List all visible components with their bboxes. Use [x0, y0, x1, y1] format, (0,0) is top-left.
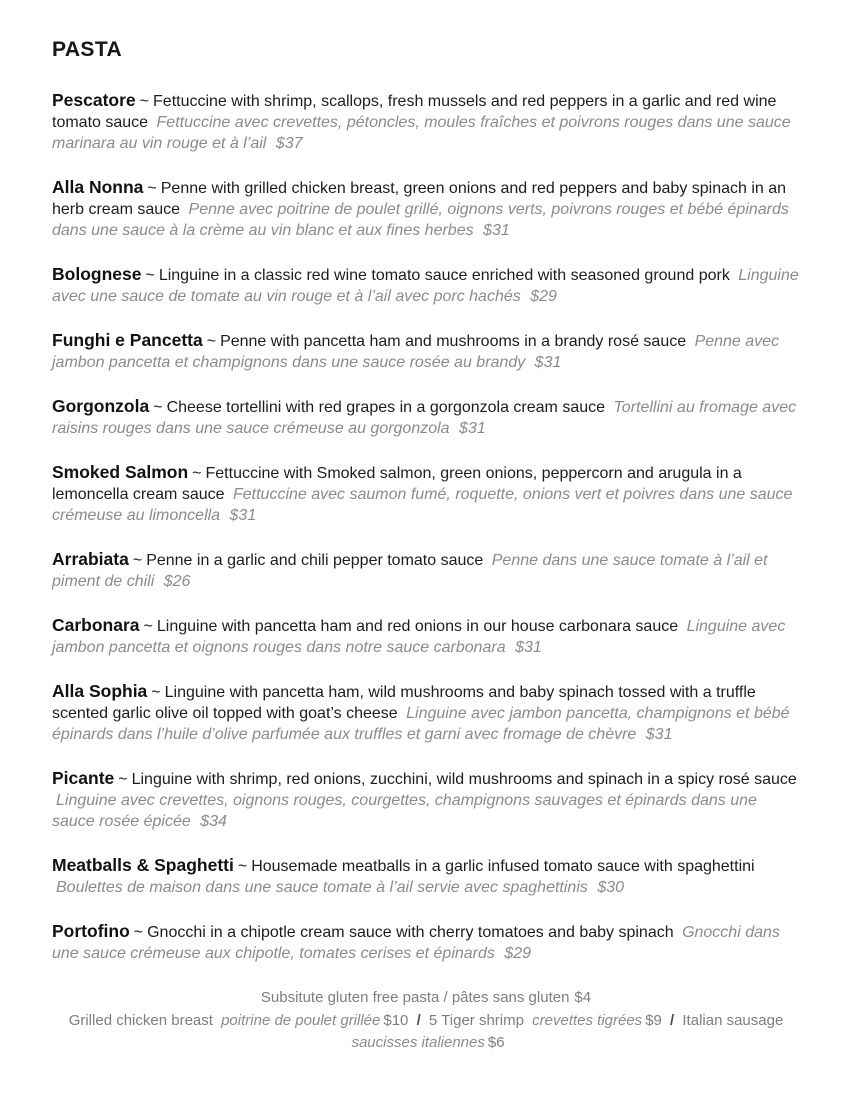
tilde-separator: ~ [147, 180, 157, 197]
dish-name: Carbonara [52, 615, 140, 635]
dish-price: $29 [504, 945, 532, 962]
addon-price: $10 [383, 1012, 409, 1029]
dish-description-fr: Linguine avec une sauce de tomate au vin rouge et à l’ail avec porc hachés [52, 267, 799, 305]
gluten-free-substitution-price: $4 [574, 989, 592, 1006]
gluten-free-substitution-text: Subsitute gluten free pasta / pâtes sans gluten [260, 989, 570, 1006]
dish-price: $31 [534, 354, 562, 371]
addon-name-en: Grilled chicken breast [68, 1012, 213, 1029]
tilde-separator: ~ [192, 465, 202, 482]
dish-description-en: Linguine with pancetta ham, wild mushrooms and baby spinach tossed with a truffle scented garlic olive oil topped with goat’s cheese [52, 684, 756, 722]
tilde-separator: ~ [118, 771, 128, 788]
dish-description-fr: Penne avec jambon pancetta et champignons dans une sauce rosée au brandy [52, 333, 780, 371]
gluten-free-substitution-line [52, 987, 800, 1009]
tilde-separator: ~ [132, 552, 143, 569]
menu-item [52, 681, 800, 745]
dish-price: $31 [459, 420, 486, 437]
dish-description-fr: Boulettes de maison dans une sauce tomate à l’ail servie avec spaghettinis [56, 879, 588, 896]
dish-description-en: Linguine with pancetta ham and red onions in our house carbonara sauce [156, 618, 679, 635]
dish-description-en: Penne in a garlic and chili pepper tomato sauce [146, 552, 484, 569]
dish-price: $34 [200, 813, 227, 830]
menu-items-list [52, 90, 800, 964]
dish-description-en: Penne with pancetta ham and mushrooms in a brandy rosé sauce [220, 333, 687, 350]
dish-description-fr: Penne avec poitrine de poulet grillé, oignons verts, poivrons rouges et bébé épinards dans une sauce à la crème au vin blanc et aux fines herbes [52, 201, 789, 239]
dish-name: Gorgonzola [52, 396, 150, 416]
dish-description-fr: Fettuccine avec saumon fumé, roquette, onions vert et poivres dans une sauce crémeuse au limoncella [52, 486, 793, 524]
dish-price: $31 [515, 639, 542, 656]
addons-line [52, 1010, 800, 1054]
menu-item [52, 615, 800, 658]
menu-item [52, 549, 800, 592]
dish-price: $29 [530, 288, 557, 305]
dish-price: $31 [645, 726, 673, 743]
addon-name-en: Italian sausage [682, 1012, 784, 1029]
dish-description-fr: Linguine avec crevettes, oignons rouges, courgettes, champignons sauvages et épinards dans une sauce rosée épicée [52, 792, 757, 830]
dish-description-fr: Tortellini au fromage avec raisins rouges dans une sauce crémeuse au gorgonzola [52, 399, 797, 437]
dish-name: Portofino [52, 921, 130, 941]
tilde-separator: ~ [237, 858, 248, 875]
dish-price: $37 [275, 135, 303, 152]
dish-description-fr: Linguine avec jambon pancetta, champignons et bébé épinards dans l’huile d’olive parfumée aux truffles et garni avec fromage de chèvre [52, 705, 790, 743]
addon-name-fr: saucisses italiennes [351, 1034, 485, 1051]
dish-name: Alla Sophia [52, 681, 148, 701]
addon-item [429, 1012, 662, 1029]
tilde-separator: ~ [153, 399, 163, 416]
menu-item [52, 264, 800, 307]
dish-price: $30 [597, 879, 625, 896]
dish-description-fr: Gnocchi dans une sauce crémeuse aux chipotle, tomates cerises et épinards [52, 924, 780, 962]
dish-name: Alla Nonna [52, 177, 144, 197]
addon-separator-slash: / [416, 1012, 421, 1029]
dish-description-en: Penne with grilled chicken breast, green onions and red peppers and baby spinach in an herb cream sauce [52, 180, 787, 218]
dish-name: Funghi e Pancetta [52, 330, 203, 350]
dish-description-en: Fettuccine with shrimp, scallops, fresh mussels and red peppers in a garlic and red wine tomato sauce [52, 93, 777, 131]
dish-name: Pescatore [52, 90, 136, 110]
menu-item [52, 768, 800, 832]
dish-name: Picante [52, 768, 115, 788]
dish-description-en: Linguine in a classic red wine tomato sauce enriched with seasoned ground pork [158, 267, 730, 284]
dish-description-en: Gnocchi in a chipotle cream sauce with cherry tomatoes and baby spinach [147, 924, 674, 941]
addon-separator-slash: / [670, 1012, 675, 1029]
dish-description-fr: Penne dans une sauce tomate à l’ail et piment de chili [52, 552, 768, 590]
menu-item [52, 921, 800, 964]
dish-name: Bolognese [52, 264, 142, 284]
dish-price: $31 [483, 222, 510, 239]
dish-description-fr: Fettuccine avec crevettes, pétoncles, moules fraîches et poivrons rouges dans une sauce marinara au vin rouge et à l’ail [52, 114, 791, 152]
addon-name-fr: crevettes tigrées [532, 1012, 643, 1029]
dish-price: $31 [229, 507, 257, 524]
dish-name: Meatballs & Spaghetti [52, 855, 234, 875]
dish-price: $26 [163, 573, 191, 590]
page-title: PASTA [52, 38, 123, 61]
menu-item [52, 396, 800, 439]
dish-description-fr: Linguine avec jambon pancetta et oignons rouges dans notre sauce carbonara [52, 618, 786, 656]
menu-footer [52, 987, 800, 1054]
tilde-separator: ~ [139, 93, 150, 110]
tilde-separator: ~ [133, 924, 144, 941]
menu-item [52, 177, 800, 241]
tilde-separator: ~ [206, 333, 217, 350]
menu-item [52, 330, 800, 373]
addon-price: $9 [645, 1012, 662, 1029]
dish-description-en: Linguine with shrimp, red onions, zucchini, wild mushrooms and spinach in a spicy rosé sauce [131, 771, 797, 788]
addon-item [69, 1012, 409, 1029]
addon-price: $6 [487, 1034, 505, 1051]
addon-name-fr: poitrine de poulet grillée [221, 1012, 381, 1029]
tilde-separator: ~ [145, 267, 155, 284]
tilde-separator: ~ [143, 618, 153, 635]
tilde-separator: ~ [151, 684, 161, 701]
menu-item [52, 855, 800, 898]
dish-description-en: Cheese tortellini with red grapes in a gorgonzola cream sauce [166, 399, 606, 416]
dish-name: Arrabiata [52, 549, 129, 569]
dish-description-en: Fettuccine with Smoked salmon, green onions, peppercorn and arugula in a lemoncella cream sauce [52, 465, 742, 503]
dish-name: Smoked Salmon [52, 462, 189, 482]
menu-item [52, 462, 800, 526]
addon-name-en: 5 Tiger shrimp [428, 1012, 524, 1029]
dish-description-en: Housemade meatballs in a garlic infused tomato sauce with spaghettini [251, 858, 755, 875]
menu-item [52, 90, 800, 154]
